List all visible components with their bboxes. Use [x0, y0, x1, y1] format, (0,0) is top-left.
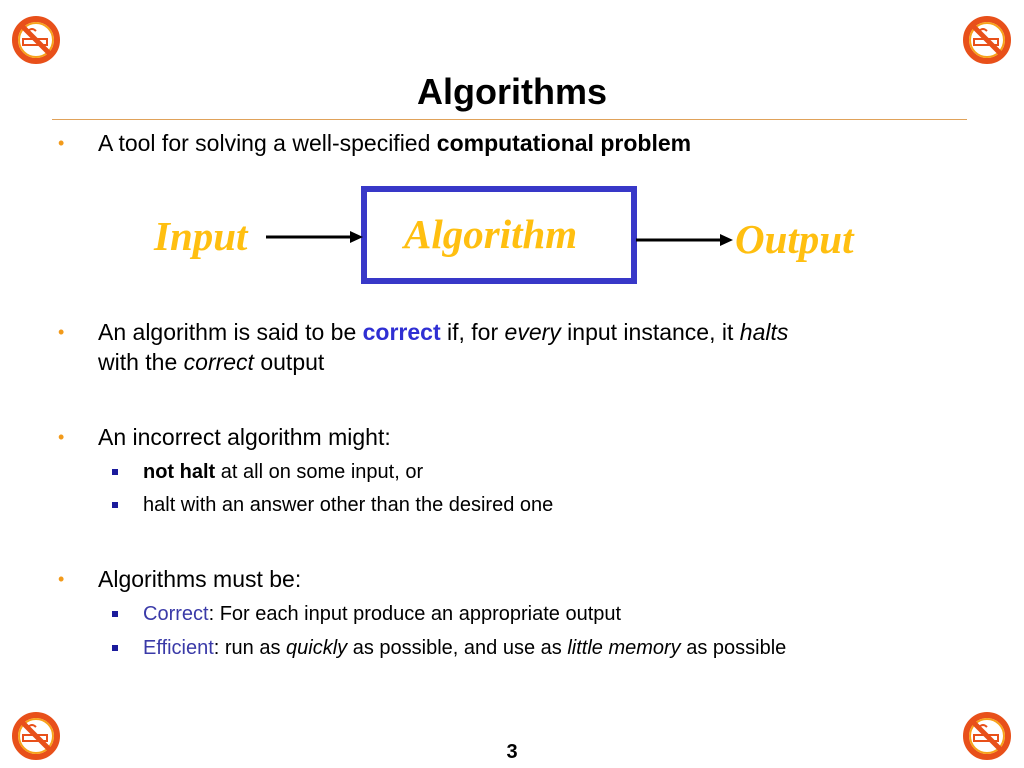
input-arrow-icon [266, 228, 364, 251]
no-smoking-icon [962, 15, 1012, 65]
bullet-text-part: if, for [440, 319, 505, 345]
italic-correct: correct [183, 349, 254, 375]
page-number: 3 [506, 741, 518, 763]
square-bullet-icon [112, 645, 118, 651]
bullet-text-line2 [98, 347, 324, 377]
bullet-dot-icon: • [58, 427, 65, 447]
title-divider [52, 119, 967, 120]
sub-bullet-text [143, 601, 621, 627]
bullet-text-part: A tool for solving a well-specified [98, 130, 437, 156]
bullet-text: Algorithms must be: [98, 566, 302, 592]
bullet-dot-icon: • [58, 569, 65, 589]
bullet-text-part: with the [98, 349, 184, 375]
bullet-text-part: input instance, it [560, 319, 740, 345]
square-bullet-icon [112, 502, 118, 508]
sub-text-part: as possible [680, 637, 787, 659]
bullet-dot-icon: • [58, 322, 65, 342]
diagram-algorithm-label: Algorithm [404, 211, 578, 257]
sub-text-part: : For each input produce an appropriate output [208, 603, 622, 625]
bullet-dot-icon: • [58, 133, 65, 153]
bullet-bold-term: computational problem [436, 130, 692, 156]
square-bullet-icon [112, 611, 118, 617]
sub-text-part: : run as [213, 637, 287, 659]
bullet-text-part: An algorithm is said to be [98, 319, 363, 345]
slide-title: Algorithms [416, 71, 607, 112]
bold-not-halt: not halt [143, 461, 216, 483]
sub-text-part: as possible, and use as [347, 637, 568, 659]
bullet-text [98, 128, 691, 158]
italic-little-memory: little memory [567, 637, 681, 659]
diagram-output-label: Output [735, 216, 854, 262]
highlight-correct: correct [362, 319, 441, 345]
output-arrow-icon [636, 231, 734, 254]
sub-bullet-text [143, 635, 786, 661]
bullet-text-part: output [253, 349, 325, 375]
bullet-text-line1 [98, 317, 788, 347]
square-bullet-icon [112, 469, 118, 475]
diagram-input-label: Input [154, 213, 248, 259]
italic-every: every [504, 319, 561, 345]
no-smoking-icon [11, 15, 61, 65]
term-efficient: Efficient [143, 637, 214, 659]
sub-bullet-text [143, 459, 423, 485]
term-correct: Correct [143, 603, 209, 625]
sub-bullet-text: halt with an answer other than the desired one [143, 494, 554, 516]
sub-text-part: at all on some input, or [215, 461, 424, 483]
italic-quickly: quickly [286, 637, 348, 659]
bullet-text: An incorrect algorithm might: [98, 424, 391, 450]
italic-halts: halts [739, 319, 789, 345]
